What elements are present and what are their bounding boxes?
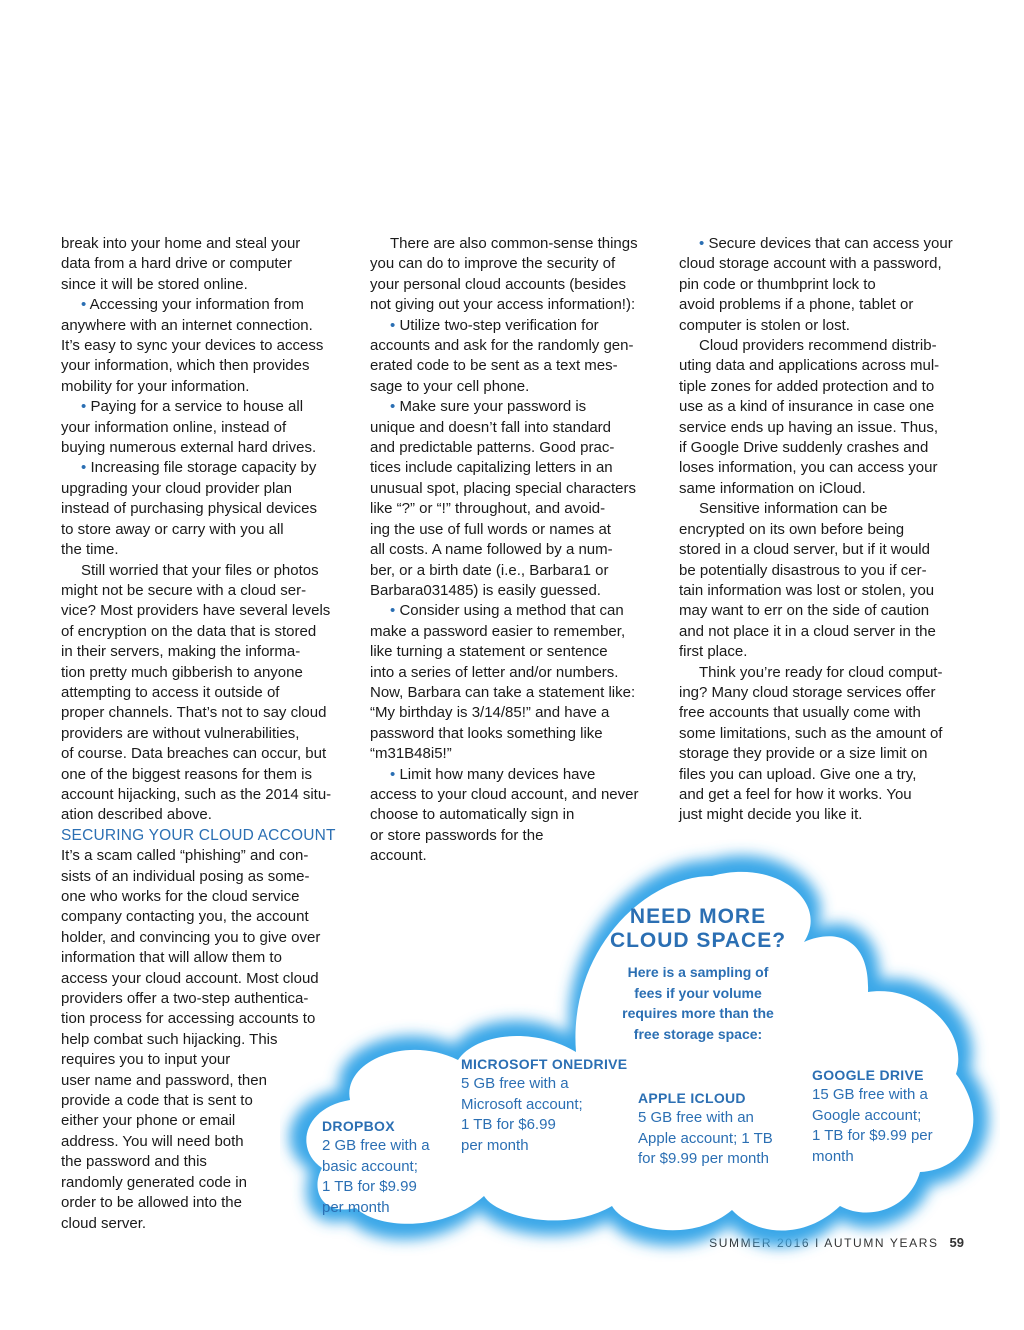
bullet-marker: •	[81, 459, 87, 477]
column-2	[370, 234, 662, 867]
bullet-marker: •	[81, 296, 87, 314]
section-heading: SECURING YOUR CLOUD ACCOUNT	[61, 826, 336, 844]
paragraph: Still worried that your files or photos might not be secure with a cloud ser- vice? Most providers have several levels of encryption on the data that is stored in their servers, making the informa- tion pretty much gibberish to anyone attempting to access it outside of proper channels. That’s not to say cloud providers are without vulnerabilities, of course. Data breaches can occur, but one of the biggest reasons for them is account hijacking, such as the 2014 situ- ation described above.	[61, 561, 332, 824]
paragraph: Sensitive information can be encrypted on its own before being stored in a cloud server, but if it would be potentially disastrous to you if cer- tain information was lost or stolen, you may want to err on the side of caution and not place it in a cloud server in the first place.	[679, 500, 936, 661]
bullet-text: Increasing file storage capacity by upgrading your cloud provider plan instead of purchasing physical devices to store away or carry with you all the time.	[61, 459, 317, 559]
bullet-text: Limit how many devices have access to your cloud account, and never choose to automatically sign in or store passwords for the account.	[370, 765, 639, 865]
bullet-text: Accessing your information from anywhere with an internet connection. It’s easy to sync your devices to access your information, which then provides mobility for your information.	[61, 296, 324, 395]
provider-name: GOOGLE DRIVE	[812, 1067, 924, 1083]
provider-name: DROPBOX	[322, 1118, 395, 1134]
provider-name: MICROSOFT ONEDRIVE	[461, 1056, 628, 1072]
bullet-item	[61, 295, 353, 397]
bullet-item	[679, 234, 979, 336]
paragraph: There are also common-sense things you can do to improve the security of your personal cloud accounts (besides not giving out your access information!):	[370, 235, 638, 314]
bullet-item	[370, 316, 662, 398]
bullet-marker: •	[390, 316, 396, 334]
bullet-marker: •	[390, 602, 396, 620]
provider-google-drive	[812, 1065, 933, 1167]
paragraph: Cloud providers recommend distrib- uting data and applications across mul- tiple zones for added protection and to use as a kind of insurance in case one service ends up having an issue. Thus, if Google Drive suddenly crashes and loses information, you can access your same information on iCloud.	[679, 337, 940, 497]
provider-details: 5 GB free with a Microsoft account; 1 TB for $6.99 per month	[461, 1075, 583, 1154]
bullet-item	[61, 458, 353, 560]
bullet-text: Consider using a method that can make a password easier to remember, like turning a statement or sentence into a series of letter and/or numbers. Now, Barbara can take a statement like: “My birthday is 3/14/85!” and have a password that looks something like “m31B48i5!”	[370, 602, 636, 763]
bullet-marker: •	[81, 398, 87, 416]
bullet-marker: •	[699, 235, 705, 252]
page-number: 59	[949, 1235, 964, 1250]
bullet-marker: •	[390, 398, 396, 416]
bullet-item	[370, 397, 662, 601]
provider-name: APPLE ICLOUD	[638, 1090, 746, 1106]
paragraph: It’s a scam called “phishing” and con- sists of an individual posing as some- one who works for the cloud service company contacting you, the account holder, and convincing you to give over information that will allow them to access your cloud account. Most cloud providers offer a two-step authentica- tion process for accessing accounts to help combat such hijacking. This requires you to input your user name and password, then provide a code that is sent to either your phone or email address. You will need both the password and this randomly generated code in order to be allowed into the cloud server.	[61, 847, 321, 1232]
column-3	[679, 234, 979, 826]
provider-details: 5 GB free with an Apple account; 1 TB for $9.99 per month	[638, 1109, 773, 1168]
bullet-text: Secure devices that can access your cloud storage account with a password, pin code or thumbprint lock to avoid problems if a phone, tablet or computer is stolen or lost.	[679, 235, 953, 334]
provider-dropbox	[322, 1116, 430, 1218]
bullet-text: Make sure your password is unique and doesn’t fall into standard and predictable patterns. Good prac- tices include capitalizing letters in an unusual spot, placing special characters like “?” or “!” throughout, and avoid- ing the use of full words or names at all costs. A name followed by a num- ber, or a birth date (i.e., Barbara1 or Barbara031485) is easily guessed.	[370, 398, 636, 599]
provider-details: 2 GB free with a basic account; 1 TB for $9.99 per month	[322, 1137, 430, 1216]
paragraph: break into your home and steal your data from a hard drive or computer since it will be stored online.	[61, 235, 301, 293]
paragraph: Think you’re ready for cloud comput- ing? Many cloud storage services offer free accounts that usually come with some limitations, such as the amount of storage they provide or a size limit on files you can upload. Give one a try, and get a feel for how it works. You just might decide you like it.	[679, 663, 943, 824]
bullet-marker: •	[390, 765, 396, 783]
bullet-item	[61, 397, 353, 458]
bullet-item	[370, 601, 662, 764]
cloud-title: NEED MORE CLOUD SPACE?	[609, 905, 787, 952]
provider-onedrive	[461, 1054, 627, 1156]
footer-issue: SUMMER 2016 I AUTUMN YEARS	[709, 1236, 939, 1250]
bullet-text: Utilize two-step verification for accounts and ask for the randomly gen- erated code to be sent as a text mes- sage to your cell phone.	[370, 316, 634, 395]
provider-icloud	[638, 1088, 773, 1170]
bullet-text: Paying for a service to house all your information online, instead of buying numerous external hard drives.	[61, 398, 317, 457]
cloud-subtitle: Here is a sampling of fees if your volume requires more than the free storage space:	[622, 964, 774, 1042]
provider-details: 15 GB free with a Google account; 1 TB for $9.99 per month	[812, 1086, 933, 1165]
